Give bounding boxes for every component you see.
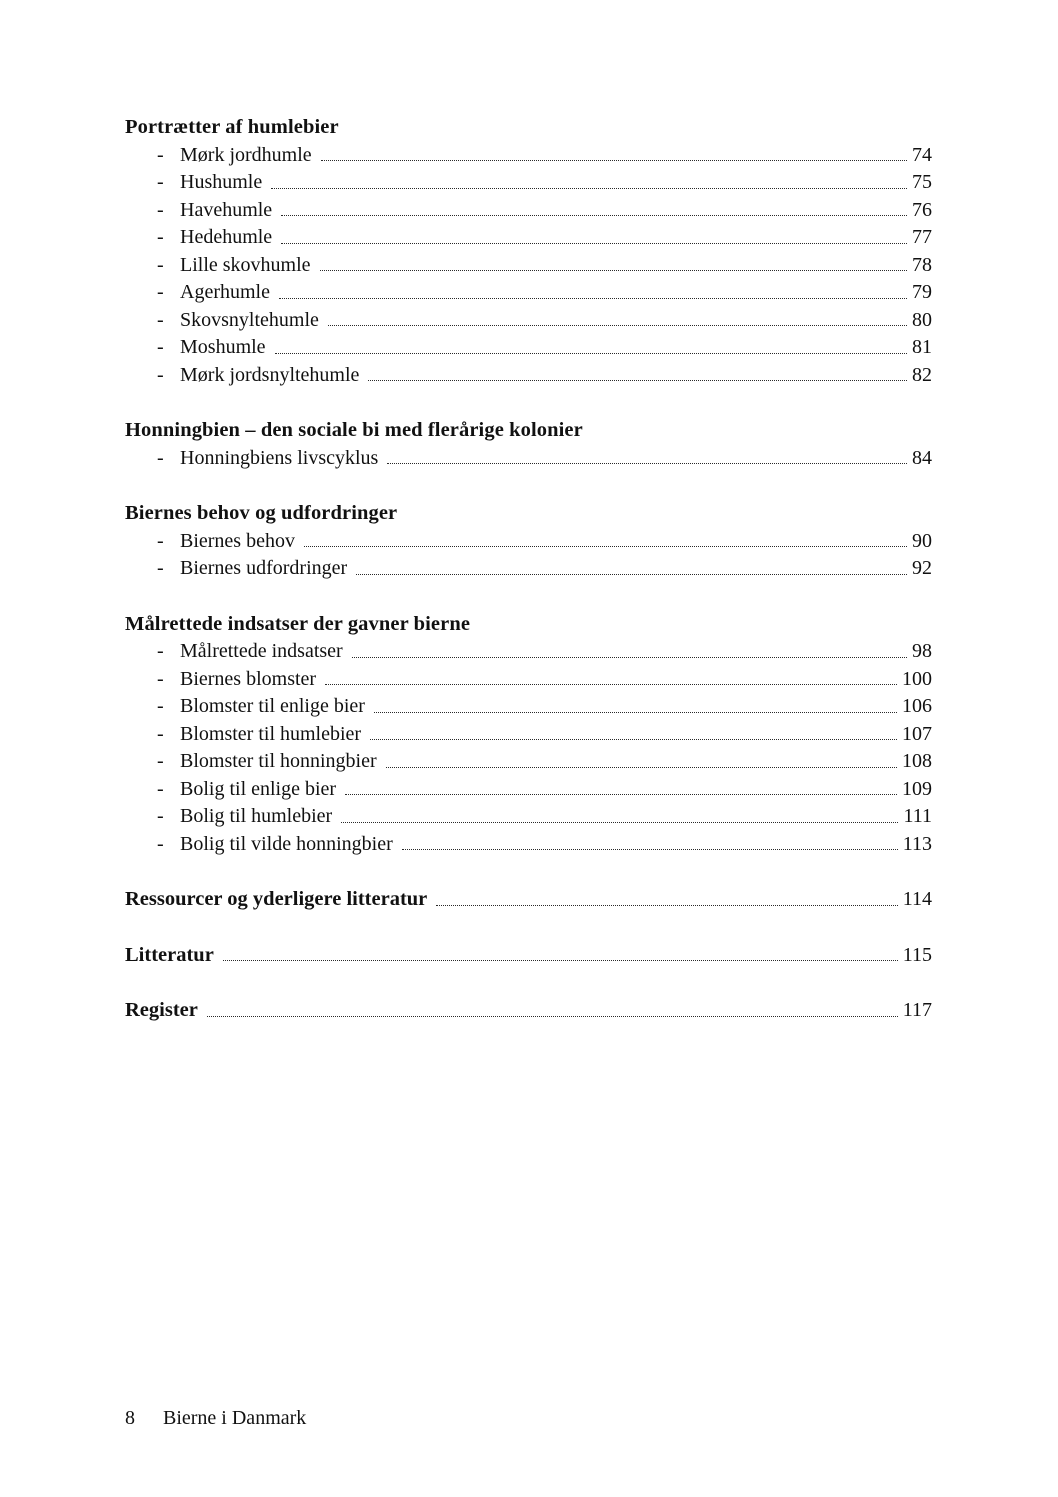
entry-dash: - xyxy=(157,667,164,690)
entry-label: Bolig til enlige bier xyxy=(180,777,337,800)
toc-entry xyxy=(125,638,932,666)
entry-dash: - xyxy=(157,805,164,827)
toc-entry xyxy=(125,693,932,721)
toc-section-ressourcer xyxy=(125,886,932,914)
entry-page-number: 74 xyxy=(912,143,932,166)
toc-section-honningbien xyxy=(125,417,932,472)
entry-page-number: 90 xyxy=(912,529,932,552)
entry-page-number: 78 xyxy=(912,253,932,276)
dot-leader xyxy=(341,803,898,823)
entry-dash: - xyxy=(157,171,164,193)
entry-dash: - xyxy=(157,777,164,800)
entry-page-number: 113 xyxy=(902,832,932,855)
entry-dash: - xyxy=(157,832,164,855)
entry-page-number: 80 xyxy=(912,308,932,331)
toc-entry xyxy=(125,362,932,390)
entry-dash: - xyxy=(157,308,164,331)
section-heading: Register xyxy=(125,999,198,1021)
dot-leader xyxy=(356,555,907,575)
entry-page-number: 82 xyxy=(912,363,932,386)
table-of-contents xyxy=(125,114,932,1025)
entry-label: Skovsnyltehumle xyxy=(180,308,319,331)
toc-section-portraetter xyxy=(125,114,932,389)
entry-dash: - xyxy=(157,640,164,662)
entry-dash: - xyxy=(157,226,164,248)
toc-entry xyxy=(125,224,932,252)
entry-dash: - xyxy=(157,557,164,579)
toc-entry xyxy=(125,666,932,694)
entry-dash: - xyxy=(157,722,164,745)
entry-page-number: 115 xyxy=(902,943,932,966)
section-heading: Litteratur xyxy=(125,943,214,966)
entry-label: Bolig til humlebier xyxy=(180,805,333,827)
entry-label: Mørk jordhumle xyxy=(180,143,312,166)
dot-leader xyxy=(325,666,897,686)
entry-page-number: 100 xyxy=(902,667,932,690)
dot-leader xyxy=(352,638,907,658)
toc-heading-entry xyxy=(125,942,932,970)
entry-label: Agerhumle xyxy=(180,281,270,303)
section-heading: Ressourcer og yderligere litteratur xyxy=(125,888,428,910)
dot-leader xyxy=(320,252,907,272)
entry-dash: - xyxy=(157,143,164,166)
entry-label: Blomster til honningbier xyxy=(180,750,377,772)
dot-leader xyxy=(223,942,898,962)
entry-page-number: 111 xyxy=(903,805,932,827)
entry-page-number: 109 xyxy=(902,777,932,800)
section-heading: Honningbien – den sociale bi med flerårige kolonier xyxy=(125,419,583,441)
dot-leader xyxy=(374,693,897,713)
footer-page-number: 8 xyxy=(125,1407,135,1429)
entry-label: Honningbiens livscyklus xyxy=(180,446,379,469)
dot-leader xyxy=(345,776,897,796)
entry-page-number: 77 xyxy=(912,226,932,248)
toc-entry xyxy=(125,776,932,804)
dot-leader xyxy=(436,886,897,906)
toc-section-register xyxy=(125,997,932,1025)
entry-page-number: 107 xyxy=(902,722,932,745)
dot-leader xyxy=(304,528,907,548)
entry-page-number: 76 xyxy=(912,198,932,221)
toc-section-biernes-behov xyxy=(125,500,932,583)
entry-page-number: 106 xyxy=(902,695,932,717)
entry-dash: - xyxy=(157,750,164,772)
toc-entry xyxy=(125,748,932,776)
entry-page-number: 81 xyxy=(912,336,932,358)
entry-dash: - xyxy=(157,695,164,717)
entry-page-number: 75 xyxy=(912,171,932,193)
toc-entry xyxy=(125,169,932,197)
entry-label: Målrettede indsatser xyxy=(180,640,343,662)
dot-leader xyxy=(271,169,907,189)
entry-dash: - xyxy=(157,281,164,303)
entry-page-number: 79 xyxy=(912,281,932,303)
entry-label: Havehumle xyxy=(180,198,273,221)
toc-heading-entry xyxy=(125,886,932,914)
entry-label: Bolig til vilde honningbier xyxy=(180,832,393,855)
section-heading: Portrætter af humlebier xyxy=(125,116,339,138)
entry-dash: - xyxy=(157,253,164,276)
entry-page-number: 92 xyxy=(912,557,932,579)
entry-label: Lille skovhumle xyxy=(180,253,311,276)
toc-entry xyxy=(125,831,932,859)
entry-label: Biernes behov xyxy=(180,529,295,552)
entry-label: Hushumle xyxy=(180,171,263,193)
entry-page-number: 108 xyxy=(902,750,932,772)
dot-leader xyxy=(387,445,907,465)
entry-dash: - xyxy=(157,363,164,386)
entry-label: Biernes blomster xyxy=(180,667,317,690)
dot-leader xyxy=(321,142,907,162)
entry-dash: - xyxy=(157,529,164,552)
toc-heading-entry xyxy=(125,997,932,1025)
toc-entry xyxy=(125,197,932,225)
entry-page-number: 114 xyxy=(902,888,932,910)
dot-leader xyxy=(402,831,898,851)
dot-leader xyxy=(279,279,907,299)
entry-page-number: 84 xyxy=(912,446,932,469)
dot-leader xyxy=(368,362,907,382)
toc-entry xyxy=(125,307,932,335)
entry-label: Moshumle xyxy=(180,336,266,358)
entry-page-number: 117 xyxy=(902,999,932,1021)
entry-label: Blomster til humlebier xyxy=(180,722,362,745)
dot-leader xyxy=(386,748,897,768)
toc-entry xyxy=(125,142,932,170)
entry-dash: - xyxy=(157,446,164,469)
dot-leader xyxy=(281,224,907,244)
entry-label: Hedehumle xyxy=(180,226,273,248)
entry-label: Mørk jordsnyltehumle xyxy=(180,363,360,386)
dot-leader xyxy=(370,721,897,741)
entry-dash: - xyxy=(157,336,164,358)
toc-entry xyxy=(125,528,932,556)
section-heading: Målrettede indsatser der gavner bierne xyxy=(125,612,471,635)
toc-entry xyxy=(125,803,932,831)
dot-leader xyxy=(281,197,907,217)
toc-entry xyxy=(125,334,932,362)
dot-leader xyxy=(328,307,907,327)
entry-dash: - xyxy=(157,198,164,221)
entry-page-number: 98 xyxy=(912,640,932,662)
footer xyxy=(125,1406,306,1430)
footer-book-title: Bierne i Danmark xyxy=(163,1407,307,1429)
entry-label: Blomster til enlige bier xyxy=(180,695,365,717)
section-heading: Biernes behov og udfordringer xyxy=(125,502,398,524)
toc-section-maalrettede xyxy=(125,611,932,859)
dot-leader xyxy=(207,997,898,1017)
toc-entry xyxy=(125,445,932,473)
toc-section-litteratur xyxy=(125,942,932,970)
toc-entry xyxy=(125,252,932,280)
entry-label: Biernes udfordringer xyxy=(180,557,348,579)
toc-entry xyxy=(125,279,932,307)
toc-entry xyxy=(125,555,932,583)
dot-leader xyxy=(275,334,907,354)
toc-entry xyxy=(125,721,932,749)
